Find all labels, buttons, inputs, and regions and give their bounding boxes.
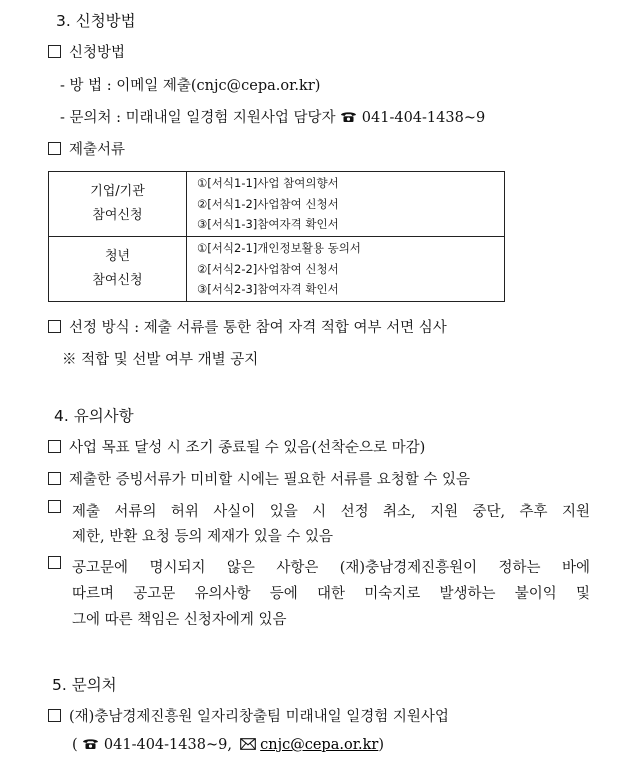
checkbox-square-icon	[48, 142, 61, 155]
form-item: ②[서식1-2]사업참여 신청서	[197, 196, 339, 211]
form-item: ②[서식2-2]사업참여 신청서	[197, 261, 339, 276]
caution-bullet-2	[48, 468, 470, 489]
form-item: ①[서식1-1]사업 참여의향서	[197, 176, 339, 191]
checkbox-square-icon	[48, 320, 61, 333]
telephone-icon	[82, 737, 99, 753]
org-line	[48, 705, 449, 726]
checkbox-square-icon	[48, 472, 61, 485]
category-cell-company	[49, 172, 187, 237]
section-5-title: 5. 문의처	[52, 676, 117, 694]
caution-bullet-1	[48, 436, 425, 457]
caution-text: 제출한 증빙서류가 미비할 시에는 필요한 서류를 요청할 수 있음	[69, 472, 471, 488]
contact-phone: 041-404-1438~9,	[103, 737, 232, 753]
contact-phone: 041-404-1438~9	[361, 110, 486, 126]
form-items-cell	[187, 172, 505, 237]
selection-line	[48, 316, 447, 337]
checkbox-square-icon	[48, 440, 61, 453]
caution-bullet-3	[48, 500, 69, 516]
form-items-cell	[187, 237, 505, 302]
docs-heading-text: 제출서류	[69, 142, 126, 158]
caution-text: 사업 목표 달성 시 조기 종료될 수 있음(선착순으로 마감)	[69, 440, 426, 456]
docs-heading	[48, 138, 125, 159]
contact-line-text: - 문의처 : 미래내일 일경험 지원사업 담당자	[60, 110, 336, 126]
category-label: 청년	[104, 249, 131, 264]
close-paren: )	[378, 737, 385, 753]
category-label: 참여신청	[92, 273, 143, 288]
caution-text: 따르며 공고문 유의사항 등에 대한 미숙지로 발생하는 불이익 및	[72, 586, 590, 602]
caution-text: 제출 서류의 허위 사실이 있을 시 선정 취소, 지원 중단, 추후 지원	[72, 504, 590, 520]
contact-line	[60, 106, 485, 127]
form-item: ③[서식1-3]참여자격 확인서	[197, 217, 339, 232]
form-item: ③[서식2-3]참여자격 확인서	[197, 282, 339, 297]
table-row	[49, 237, 505, 302]
caution-bullet-4	[48, 556, 69, 572]
method-heading	[48, 41, 125, 62]
section-3-title: 3. 신청방법	[56, 12, 136, 30]
section-4-title: 4. 유의사항	[54, 407, 134, 425]
caution-bullet-4-line-3: 그에 따른 책임은 신청자에게 있음	[72, 612, 287, 628]
category-label: 기업/기관	[90, 184, 145, 199]
submission-forms-table	[48, 171, 505, 302]
envelope-icon	[237, 737, 256, 753]
table-row	[49, 172, 505, 237]
caution-bullet-4-line-1	[72, 556, 590, 577]
contact-details	[72, 737, 384, 753]
notice-line: ※ 적합 및 선발 여부 개별 공지	[62, 352, 259, 368]
method-heading-text: 신청방법	[69, 45, 126, 61]
checkbox-square-icon	[48, 709, 61, 722]
selection-line-text: 선정 방식 : 제출 서류를 통한 참여 자격 적합 여부 서면 심사	[69, 320, 447, 336]
checkbox-square-icon	[48, 500, 61, 513]
method-line: - 방 법 : 이메일 제출(cnjc@cepa.or.kr)	[60, 78, 321, 94]
category-cell-youth	[49, 237, 187, 302]
caution-bullet-3-line-2: 제한, 반환 요청 등의 제재가 있을 수 있음	[72, 529, 333, 545]
form-item: ①[서식2-1]개인정보활용 동의서	[197, 241, 361, 256]
telephone-icon	[340, 110, 357, 126]
category-label: 참여신청	[92, 208, 143, 223]
org-line-text: (재)충남경제진흥원 일자리창출팀 미래내일 일경험 지원사업	[69, 709, 449, 725]
email-link[interactable]: cnjc@cepa.or.kr	[260, 737, 379, 753]
caution-bullet-3-line-1	[72, 500, 590, 521]
open-paren: (	[72, 737, 78, 753]
caution-text: 공고문에 명시되지 않은 사항은 (재)충남경제진흥원이 정하는 바에	[72, 560, 590, 576]
caution-bullet-4-line-2	[72, 582, 590, 603]
checkbox-square-icon	[48, 45, 61, 58]
checkbox-square-icon	[48, 556, 61, 569]
